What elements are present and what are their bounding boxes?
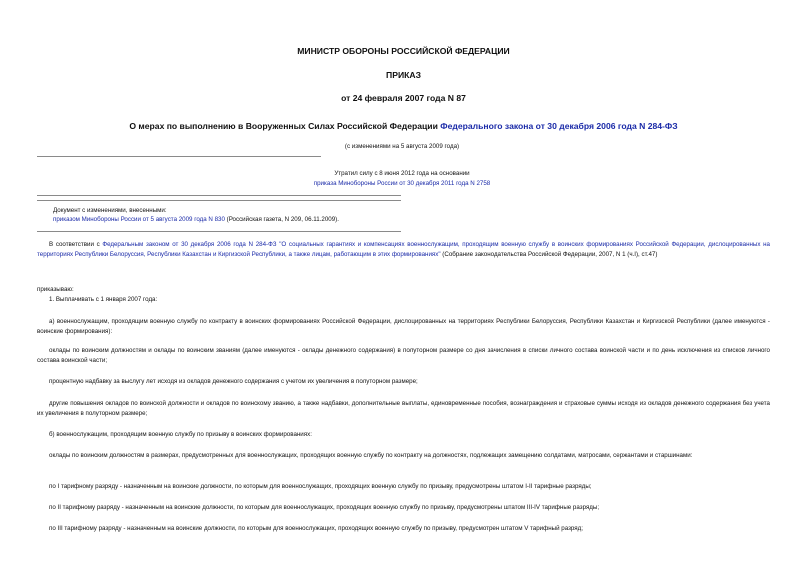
date-number-heading: от 24 февраля 2007 года N 87 <box>341 93 466 103</box>
paragraph-item-b: б) военнослужащим, проходящим военную службу по призыву в воинских формированиях: <box>49 431 312 438</box>
document-title <box>37 121 770 131</box>
amend-tail: (Российская газета, N 209, 06.11.2009). <box>224 216 339 224</box>
divider <box>37 200 401 201</box>
paragraph-seniority: процентную надбавку за выслугу лет исходя из окладов денежного содержания с учетом их увеличения в полуторном размере; <box>49 378 418 385</box>
preamble-source: (Собрание законодательства Российской Федерации, 2007, N 1 (ч.I), ст.47) <box>440 250 658 258</box>
preamble-text: В соответствии с <box>49 241 103 248</box>
amend-block <box>53 206 753 225</box>
amend-intro: Документ с изменениями, внесенными: <box>53 207 167 214</box>
status-line: Утратил силу с 8 июня 2012 года на основании <box>334 170 470 177</box>
federal-law-link[interactable]: Федеральным законом от 30 декабря 2006 года N 284-ФЗ "О социальных гарантиях и компенсациях военнослужащим, проходящим военную службу в воинских формированиях Российской Федерации, дислоцированных на территориях Республики Белоруссия, Республики Казахстан и Киргизской Республики, а также лицам, работающим в этих формированиях" <box>37 241 770 258</box>
title-law-link[interactable]: Федерального закона от 30 декабря 2006 года N 284-ФЗ <box>440 121 678 131</box>
paragraph-item-1: 1. Выплачивать с 1 января 2007 года: <box>49 296 158 303</box>
amend-line <box>53 215 753 224</box>
divider <box>37 156 321 157</box>
paragraph-preamble <box>37 240 770 259</box>
paragraph-other-raises: другие повышения окладов по воинской должности и окладов по воинскому званию, а также надбавки, дополнительные выплаты, единовременные пособия, вознаграждения и страховые суммы исходя из окладов денежного содержания без учета их увеличения в полуторном размере; <box>37 400 770 417</box>
paragraph-order: приказываю: <box>37 286 74 293</box>
ministry-heading: МИНИСТР ОБОРОНЫ РОССИЙСКОЙ ФЕДЕРАЦИИ <box>297 46 510 56</box>
paragraph-tariff-3: по III тарифному разряду - назначенным на воинские должности, по которым для военнослужащих, проходящих военную службу по призыву, предусмотрен штатом V тарифный разряд; <box>49 525 583 532</box>
paragraph-tariff-1: по I тарифному разряду - назначенным на воинские должности, по которым для военнослужащих, проходящих военную службу по призыву, предусмотрены штатом I-II тарифные разряды; <box>49 483 592 490</box>
divider <box>37 195 401 196</box>
amend-order-link[interactable]: приказом Минобороны России от 5 августа 2009 года N 830 <box>53 216 225 224</box>
status-link-wrap <box>252 180 552 187</box>
paragraph-salaries: оклады по воинским должностям и оклады по воинским званиям (далее именуются - оклады денежного содержания) в полуторном размере со дня зачисления в списки личного состава воинской части и по день исключения из списков личного состава воинской части; <box>37 347 770 364</box>
paragraph-item-a: а) военнослужащим, проходящим военную службу по контракту в воинских формированиях Российской Федерации, дислоцированных на территориях Республики Белоруссия, Республики Казахстан и Киргизской Республики (далее именуются - воинские формирования): <box>37 318 770 335</box>
amendments-note: (с изменениями на 5 августа 2009 года) <box>344 143 460 150</box>
paragraph-tariff-2: по II тарифному разряду - назначенным на воинские должности, по которым для военнослужащих, проходящих военную службу по призыву, предусмотрены штатом III-IV тарифные разряды; <box>49 504 600 511</box>
doc-type-heading: ПРИКАЗ <box>386 70 421 80</box>
title-text: О мерах по выполнению в Вооруженных Силах Российской Федерации <box>129 121 441 131</box>
paragraph-conscript-salaries: оклады по воинским должностям в размерах, предусмотренных для военнослужащих, проходящих военную службу по контракту на должностях, подлежащих замещению солдатами, матросами, сержантами и старшинами: <box>49 452 693 459</box>
repeal-order-link[interactable]: приказа Минобороны России от 30 декабря 2011 года N 2758 <box>313 180 491 187</box>
divider <box>37 231 401 232</box>
